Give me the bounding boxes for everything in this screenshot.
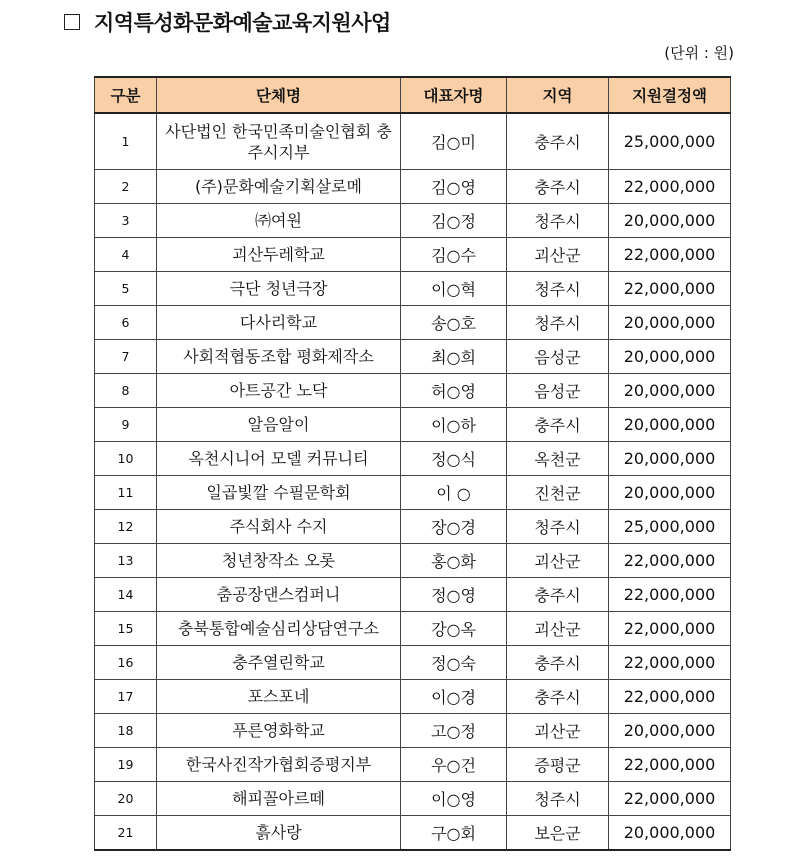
row-no-cell: 14: [95, 578, 157, 612]
row-no-cell: 21: [95, 816, 157, 851]
row-amount-cell: 22,000,000: [609, 544, 731, 578]
table-row: [95, 816, 731, 851]
row-org-name-cell: 극단 청년극장: [157, 272, 401, 306]
row-org-name-cell: 다사리학교: [157, 306, 401, 340]
row-org-name-cell: ㈜여원: [157, 204, 401, 238]
row-representative-cell: 김○수: [401, 238, 507, 272]
table-row: [95, 544, 731, 578]
row-amount-cell: 20,000,000: [609, 204, 731, 238]
row-org-name-cell: 아트공간 노닥: [157, 374, 401, 408]
row-no-cell: 4: [95, 238, 157, 272]
header-org-name: 단체명: [157, 77, 401, 113]
header-region: 지역: [507, 77, 609, 113]
row-amount-cell: 20,000,000: [609, 306, 731, 340]
header-amount: 지원결정액: [609, 77, 731, 113]
row-org-name-cell: 충북통합예술심리상담연구소: [157, 612, 401, 646]
row-no-cell: 18: [95, 714, 157, 748]
row-org-name-cell: 춤공장댄스컴퍼니: [157, 578, 401, 612]
row-amount-cell: 20,000,000: [609, 408, 731, 442]
row-region-cell: 충주시: [507, 113, 609, 170]
row-no-cell: 13: [95, 544, 157, 578]
row-no-cell: 1: [95, 113, 157, 170]
table-row: [95, 272, 731, 306]
row-amount-cell: 20,000,000: [609, 476, 731, 510]
row-region-cell: 증평군: [507, 748, 609, 782]
row-org-name-cell: 흙사랑: [157, 816, 401, 851]
row-no-cell: 11: [95, 476, 157, 510]
table-row: [95, 204, 731, 238]
row-representative-cell: 장○경: [401, 510, 507, 544]
row-no-cell: 3: [95, 204, 157, 238]
row-amount-cell: 22,000,000: [609, 578, 731, 612]
row-amount-cell: 20,000,000: [609, 442, 731, 476]
row-org-name-cell: 사회적협동조합 평화제작소: [157, 340, 401, 374]
row-amount-cell: 20,000,000: [609, 340, 731, 374]
row-no-cell: 10: [95, 442, 157, 476]
grant-table: [94, 76, 731, 851]
row-no-cell: 17: [95, 680, 157, 714]
document-title: 지역특성화문화예술교육지원사업: [94, 11, 391, 35]
table-row: [95, 408, 731, 442]
row-amount-cell: 20,000,000: [609, 816, 731, 851]
row-representative-cell: 이○혁: [401, 272, 507, 306]
row-representative-cell: 송○호: [401, 306, 507, 340]
row-amount-cell: 22,000,000: [609, 170, 731, 204]
row-no-cell: 16: [95, 646, 157, 680]
row-amount-cell: 22,000,000: [609, 680, 731, 714]
row-amount-cell: 22,000,000: [609, 272, 731, 306]
row-no-cell: 5: [95, 272, 157, 306]
row-region-cell: 청주시: [507, 510, 609, 544]
row-representative-cell: 우○건: [401, 748, 507, 782]
row-amount-cell: 22,000,000: [609, 238, 731, 272]
row-no-cell: 2: [95, 170, 157, 204]
row-region-cell: 청주시: [507, 272, 609, 306]
row-region-cell: 충주시: [507, 578, 609, 612]
table-row: [95, 442, 731, 476]
row-region-cell: 청주시: [507, 306, 609, 340]
row-region-cell: 옥천군: [507, 442, 609, 476]
row-no-cell: 20: [95, 782, 157, 816]
row-region-cell: 충주시: [507, 646, 609, 680]
row-amount-cell: 25,000,000: [609, 510, 731, 544]
header-no: 구분: [95, 77, 157, 113]
document-title-row: [64, 6, 391, 38]
row-representative-cell: 이○영: [401, 782, 507, 816]
row-no-cell: 15: [95, 612, 157, 646]
row-representative-cell: 홍○화: [401, 544, 507, 578]
row-org-name-cell: (주)문화예술기획살로메: [157, 170, 401, 204]
row-amount-cell: 22,000,000: [609, 612, 731, 646]
row-representative-cell: 김○미: [401, 113, 507, 170]
row-representative-cell: 고○정: [401, 714, 507, 748]
table-row: [95, 374, 731, 408]
row-org-name-cell: 청년창작소 오롯: [157, 544, 401, 578]
table-row: [95, 340, 731, 374]
row-region-cell: 음성군: [507, 340, 609, 374]
row-no-cell: 8: [95, 374, 157, 408]
row-amount-cell: 22,000,000: [609, 646, 731, 680]
row-representative-cell: 정○식: [401, 442, 507, 476]
table-row: [95, 170, 731, 204]
row-amount-cell: 20,000,000: [609, 714, 731, 748]
row-representative-cell: 최○희: [401, 340, 507, 374]
row-no-cell: 6: [95, 306, 157, 340]
row-no-cell: 7: [95, 340, 157, 374]
table-header-row: [95, 77, 731, 113]
row-representative-cell: 정○숙: [401, 646, 507, 680]
row-region-cell: 청주시: [507, 204, 609, 238]
row-representative-cell: 이○경: [401, 680, 507, 714]
table-row: [95, 578, 731, 612]
row-region-cell: 충주시: [507, 170, 609, 204]
row-org-name-cell: 사단법인 한국민족미술인협회 충주시지부: [157, 113, 401, 170]
table-row: [95, 782, 731, 816]
row-amount-cell: 22,000,000: [609, 782, 731, 816]
row-representative-cell: 구○회: [401, 816, 507, 851]
row-region-cell: 괴산군: [507, 612, 609, 646]
row-region-cell: 청주시: [507, 782, 609, 816]
row-representative-cell: 허○영: [401, 374, 507, 408]
table-row: [95, 113, 731, 170]
table-row: [95, 680, 731, 714]
table-row: [95, 238, 731, 272]
table-row: [95, 510, 731, 544]
table-row: [95, 714, 731, 748]
row-no-cell: 19: [95, 748, 157, 782]
row-org-name-cell: 옥천시니어 모델 커뮤니티: [157, 442, 401, 476]
row-org-name-cell: 포스포네: [157, 680, 401, 714]
row-region-cell: 괴산군: [507, 238, 609, 272]
table-row: [95, 612, 731, 646]
row-region-cell: 괴산군: [507, 544, 609, 578]
row-representative-cell: 정○영: [401, 578, 507, 612]
header-representative: 대표자명: [401, 77, 507, 113]
row-representative-cell: 김○영: [401, 170, 507, 204]
row-representative-cell: 김○정: [401, 204, 507, 238]
row-amount-cell: 25,000,000: [609, 113, 731, 170]
row-region-cell: 충주시: [507, 680, 609, 714]
row-org-name-cell: 주식회사 수지: [157, 510, 401, 544]
row-org-name-cell: 해피꼴아르떼: [157, 782, 401, 816]
row-region-cell: 보은군: [507, 816, 609, 851]
row-no-cell: 9: [95, 408, 157, 442]
row-org-name-cell: 충주열린학교: [157, 646, 401, 680]
row-representative-cell: 이○하: [401, 408, 507, 442]
checkbox-square-icon: [64, 14, 80, 30]
row-org-name-cell: 푸른영화학교: [157, 714, 401, 748]
row-amount-cell: 22,000,000: [609, 748, 731, 782]
table-row: [95, 306, 731, 340]
row-amount-cell: 20,000,000: [609, 374, 731, 408]
row-region-cell: 음성군: [507, 374, 609, 408]
row-region-cell: 충주시: [507, 408, 609, 442]
row-org-name-cell: 일곱빛깔 수필문학회: [157, 476, 401, 510]
row-org-name-cell: 한국사진작가협회증평지부: [157, 748, 401, 782]
row-org-name-cell: 괴산두레학교: [157, 238, 401, 272]
row-org-name-cell: 알음알이: [157, 408, 401, 442]
row-representative-cell: 이 ○: [401, 476, 507, 510]
row-no-cell: 12: [95, 510, 157, 544]
row-representative-cell: 강○옥: [401, 612, 507, 646]
table-row: [95, 476, 731, 510]
unit-label: (단위 : 원): [664, 44, 734, 62]
row-region-cell: 괴산군: [507, 714, 609, 748]
table-row: [95, 748, 731, 782]
row-region-cell: 진천군: [507, 476, 609, 510]
table-row: [95, 646, 731, 680]
